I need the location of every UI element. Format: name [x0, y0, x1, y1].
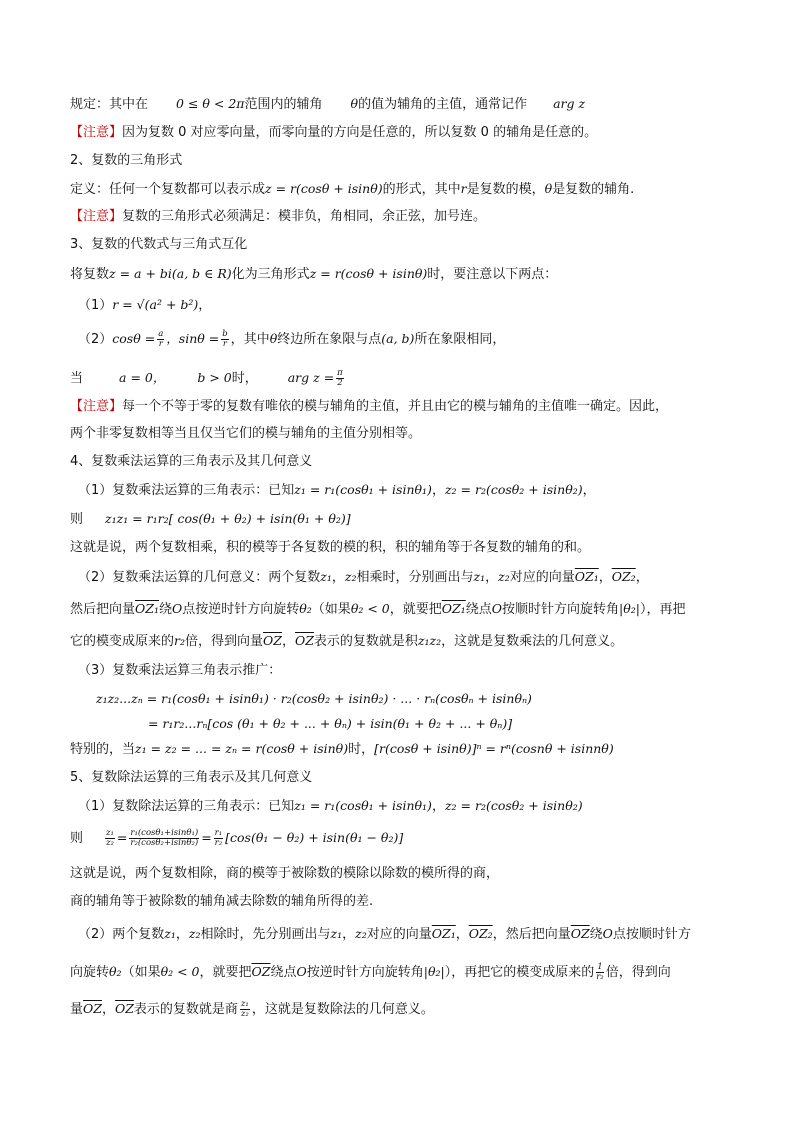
formula: |θ₂|: [618, 601, 640, 616]
de-moivre-formula: [70, 740, 614, 759]
text: 终边所在象限与点: [277, 332, 382, 347]
text: （2）两个复数: [78, 927, 165, 942]
multiplication-formula: [70, 510, 351, 529]
vector: $\overline{OZ}$: [263, 633, 282, 648]
text: 时，: [231, 371, 258, 386]
text: 的值为辅角的主值，通常记作: [358, 97, 528, 112]
multiplication-geometry-1: [78, 568, 649, 587]
formula: θ₂: [109, 964, 122, 979]
formula: O: [296, 964, 307, 979]
text: ，然后把向量: [492, 927, 571, 942]
note-trig-form: [70, 208, 486, 226]
vector: $\overline{OZ}$: [570, 926, 590, 941]
text: ，: [431, 483, 445, 498]
vector: $\overline{OZ}$: [251, 964, 271, 979]
formula: z₂: [498, 569, 510, 584]
formula: ，sinθ =: [166, 331, 220, 346]
text: 则: [70, 831, 84, 846]
text: 相乘时，分别画出与: [356, 570, 474, 585]
formula: r: [460, 181, 467, 196]
text: 化为三角形式: [231, 267, 310, 282]
text: 绕点: [465, 602, 492, 617]
note-zero-argument: [70, 124, 597, 142]
multiplication-formula-intro: [78, 481, 596, 500]
fraction: $\frac{\text{r₁(cosθ₁+isinθ₁)}}{\text{r₂(cosθ₂+isinθ₂)}}$: [130, 828, 199, 848]
formula: z₁: [473, 569, 486, 584]
text: （如果: [311, 602, 351, 617]
formula: z₁ = r₁(cosθ₁ + isinθ₁): [294, 798, 432, 813]
formula: z₁ = r₁(cosθ₁ + isinθ₁): [294, 482, 432, 497]
text: 的形式，其中: [382, 182, 461, 197]
text: 范围内的辅角: [244, 97, 323, 112]
text: （1）复数除法运算的三角表示：已知: [78, 799, 295, 814]
conversion-point-2: [78, 330, 505, 349]
text: 按顺时针方向旋转角: [501, 602, 619, 617]
text: 每一个不等于零的复数有唯依的模与辅角的主值，并且由它的模与辅角的主值唯一确定。因此，: [122, 399, 669, 414]
note-label: 【注意】: [70, 125, 123, 140]
formula: arg z: [553, 96, 586, 111]
section-heading-5: 5、复数除法运算的三角表示及其几何意义: [70, 770, 313, 785]
text: 特别的，当: [70, 742, 136, 757]
text: 倍，得到向量: [185, 634, 264, 649]
division-geometry-1: [78, 925, 691, 944]
text: ，: [598, 570, 612, 585]
formula: O: [171, 601, 183, 616]
formula: z₁: [164, 926, 176, 941]
formula: z₁z₂: [417, 633, 442, 648]
vector: OZ₂: [468, 926, 493, 941]
formula: z = r(cosθ + isinθ): [309, 266, 428, 281]
formula: θ₂: [299, 601, 312, 616]
text: 绕点: [270, 965, 297, 980]
text: ，: [175, 927, 189, 942]
vector: OZ₁: [431, 926, 456, 941]
text: 点按顺时针方: [612, 927, 691, 942]
text: ，: [485, 570, 499, 585]
section-heading-3: 3、复数的代数式与三角式互化: [70, 237, 248, 252]
text: ，: [198, 298, 212, 313]
text: 表示的复数就是积: [313, 634, 418, 649]
text: 是复数的模，: [466, 182, 545, 197]
text: 然后把向量: [70, 602, 136, 617]
formula: z₂: [188, 926, 201, 941]
formula: (a, b): [381, 331, 415, 346]
text: ，: [342, 927, 356, 942]
text: 是复数的辅角.: [552, 182, 635, 197]
formula: 0 ≤ θ < 2π: [176, 96, 245, 111]
text: 则: [70, 512, 84, 527]
text: ，其中: [230, 332, 270, 347]
text: （1）复数乘法运算的三角表示：已知: [78, 483, 295, 498]
text: 所在象限相同，: [414, 332, 506, 347]
generalized-product-formula: z₁z₂...zₙ = r₁(cosθ₁ + isinθ₁) · r₂(cosθ₂ + isinθ₂) · ... · rₙ(cosθₙ + isinθₙ): [96, 691, 532, 706]
text: 将复数: [70, 267, 110, 282]
division-geometry-3: [70, 1000, 434, 1019]
text: 量: [70, 1002, 84, 1017]
formula: r₂: [174, 633, 186, 648]
multiplication-geometry-2: [70, 600, 685, 619]
generalized-product-result: = r₁r₂...rₙ[cos (θ₁ + θ₂ + ... + θₙ) + isin(θ₁ + θ₂ + ... + θₙ)]: [148, 716, 513, 731]
text: 时，: [348, 742, 375, 757]
text: 倍，得到向: [605, 965, 671, 980]
fraction: $\frac{b}{r}$: [222, 329, 228, 349]
fraction: $\frac{\text{r₁}}{\text{r₂}}$: [214, 828, 223, 848]
fraction: $\frac{\pi}{2}$: [337, 368, 343, 388]
formula: z₁: [330, 926, 343, 941]
vector: OZ₂: [611, 569, 636, 584]
text: 向旋转: [70, 965, 110, 980]
text: ，: [331, 570, 345, 585]
vector: $\overline{OZ}$: [114, 1001, 134, 1016]
text: ，这就是复数除法的几何意义。: [251, 1002, 434, 1017]
formula: arg z =: [287, 370, 335, 385]
formula: z₂: [355, 926, 367, 941]
text: （如果: [121, 965, 161, 980]
formula: |θ₂|: [423, 964, 445, 979]
pure-imaginary-case: [70, 369, 346, 388]
principal-argument-definition: [70, 95, 585, 114]
text: ，: [582, 483, 596, 498]
division-explanation-2: 商的辅角等于被除数的辅角减去除数的辅角所得的差.: [70, 894, 374, 909]
text: 绕: [158, 602, 172, 617]
fraction: $\frac{\text{z₁}}{\text{z₂}}$: [106, 828, 114, 848]
text: 它的模变成原来的: [70, 634, 175, 649]
conversion-point-1: [78, 296, 211, 315]
multiplication-generalization: （3）复数乘法运算三角表示推广：: [78, 663, 282, 678]
text: （1）: [78, 298, 113, 313]
formula: O: [491, 601, 502, 616]
fraction: $\frac{\text{z₁}}{\text{z₂}}$: [240, 999, 249, 1019]
formula: θ: [544, 181, 553, 196]
text: 复数的三角形式必须满足：模非负，角相同，余正弦，加号连。: [122, 209, 487, 224]
formula: [cos(θ₁ − θ₂) + isin(θ₁ − θ₂)]: [225, 830, 404, 845]
formula: z₂ = r₂(cosθ₂ + isinθ₂): [444, 482, 583, 497]
formula: z₂ = r₂(cosθ₂ + isinθ₂): [444, 798, 583, 813]
formula: r = √(a² + b²): [112, 297, 199, 312]
formula: z₁ = z₂ = ... = zₙ = r(cosθ + isinθ): [135, 741, 349, 756]
text: （2）复数乘法运算的几何意义：两个复数: [78, 570, 321, 585]
vector: OZ₁: [135, 601, 159, 616]
formula: b > 0: [197, 370, 232, 385]
section-heading-4: 4、复数乘法运算的三角表示及其几何意义: [70, 454, 313, 469]
formula: z = r(cosθ + isinθ): [265, 181, 383, 196]
text: ，: [281, 634, 295, 649]
formula: z = a + bi(a, b ∈ R): [109, 266, 232, 281]
text: ，就要把: [389, 602, 442, 617]
text: 绕: [589, 927, 603, 942]
formula: θ: [350, 96, 359, 111]
formula: z₁z₁ = r₁r₂[ cos(θ₁ + θ₂) + isin(θ₁ + θ₂)]: [105, 511, 351, 526]
division-formula-intro: [78, 797, 583, 816]
formula: z₂: [344, 569, 357, 584]
text: 定义：任何一个复数都可以表示成: [70, 182, 266, 197]
text: 相除时，先分别画出与: [200, 927, 331, 942]
multiplication-explanation: 这就是说，两个复数相乘，积的模等于各复数的模的积，积的辅角等于各复数的辅角的和。: [70, 540, 591, 555]
text: 时，要注意以下两点：: [427, 267, 558, 282]
text: 规定：其中在: [70, 97, 149, 112]
formula: [r(cosθ + isinθ)]ⁿ = rⁿ(cosnθ + isinnθ): [374, 741, 614, 756]
note-uniqueness: [70, 398, 668, 416]
text: 因为复数 0 对应零向量，而零向量的方向是任意的，所以复数 0 的辅角是任意的。: [122, 125, 598, 140]
text: 表示的复数就是商: [133, 1002, 238, 1017]
division-explanation-1: 这就是说，两个复数相除，商的模等于被除数的模除以除数的模所得的商，: [70, 866, 500, 881]
formula: O: [602, 926, 613, 941]
section-heading-2: 2、复数的三角形式: [70, 153, 183, 168]
note-uniqueness-cont: 两个非零复数相等当且仅当它们的模与辅角的主值分别相等。: [70, 426, 422, 441]
text: 对应的向量: [366, 927, 432, 942]
vector: OZ₁: [441, 601, 466, 616]
text: ，: [101, 1002, 115, 1017]
division-geometry-2: [70, 963, 671, 982]
text: （2）: [78, 332, 113, 347]
text: ，: [455, 927, 469, 942]
text: ），再把它的模变成原来的: [444, 965, 595, 980]
text: 当: [70, 371, 84, 386]
note-label: 【注意】: [70, 399, 123, 414]
vector: $\overline{OZ}$: [294, 633, 314, 648]
formula: z₁: [320, 569, 332, 584]
fraction: $\frac{a}{r}$: [158, 329, 164, 349]
division-formula: 则 $\frac{\text{z₁}}{\text{z₂}}$ = $\frac{\text{r₁(cosθ₁+isinθ₁)}}{\text{r₂(cosθ₂+isinθ₂)}}$ = $\frac{\text{r₁}}{\text{r₂}}$ [cos(θ₁ − θ₂) + isin(θ₁ − θ₂)]: [70, 828, 404, 848]
text: ，这就是复数乘法的几何意义。: [441, 634, 624, 649]
text: 对应的向量: [509, 570, 575, 585]
vector: OZ₁: [574, 569, 599, 584]
formula: θ₂ < 0: [160, 964, 200, 979]
formula: a = 0，: [119, 370, 166, 385]
text: ，: [431, 799, 445, 814]
fraction: $\frac{1}{\text{r₂}}$: [596, 962, 604, 982]
text: 点按逆时针方向旋转: [182, 602, 300, 617]
text: ，: [635, 570, 649, 585]
multiplication-geometry-3: [70, 632, 623, 651]
formula: θ₂ < 0: [350, 601, 390, 616]
vector: $\overline{OZ}$: [83, 1001, 102, 1016]
trig-form-definition: [70, 180, 634, 199]
text: ，就要把: [199, 965, 252, 980]
note-label: 【注意】: [70, 209, 123, 224]
text: 按逆时针方向旋转角: [306, 965, 424, 980]
formula: θ: [269, 331, 278, 346]
text: ），再把: [639, 602, 686, 617]
conversion-intro: [70, 265, 557, 284]
formula: cosθ =: [112, 331, 156, 346]
